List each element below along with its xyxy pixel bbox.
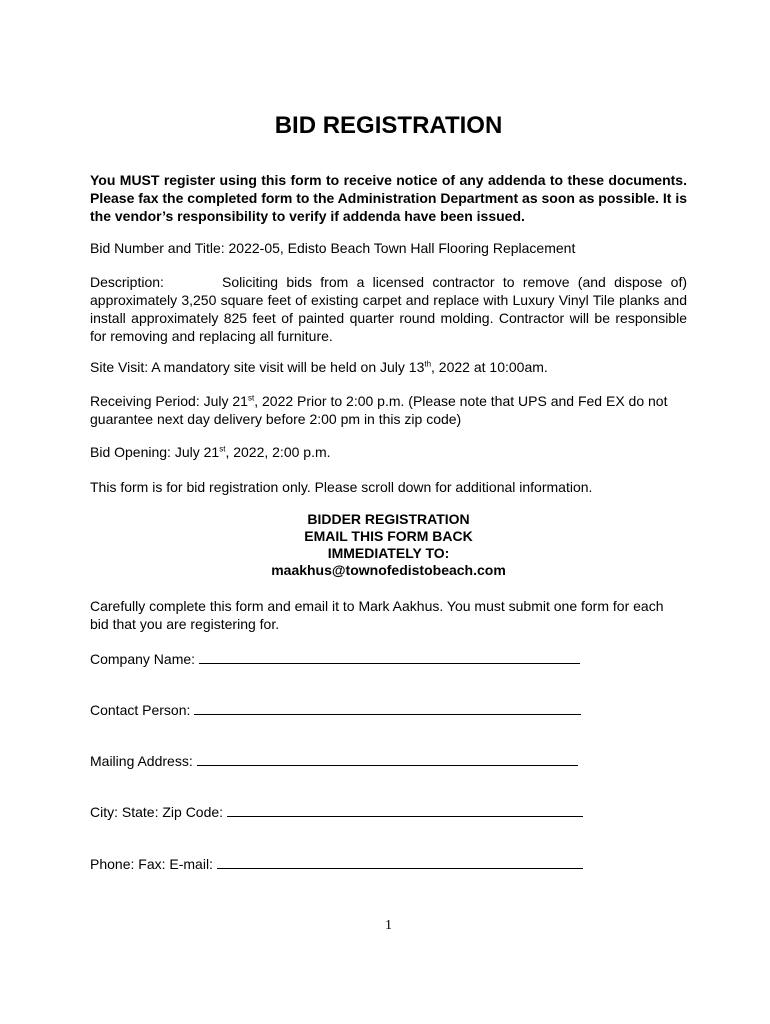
site-visit-sup: th: [424, 359, 432, 369]
company-name-input-line[interactable]: [199, 648, 580, 664]
description-text: Soliciting bids from a licensed contractor to remove (and dispose of) approximately 3,250 square feet of existing carpet and replace with Luxury Vinyl Tile planks and install approximately 825 feet of painted quarter round molding. Contractor will be responsible for removing and replacing all furniture.: [90, 274, 687, 344]
registration-heading: BIDDER REGISTRATION: [307, 511, 470, 527]
company-name-field: [90, 648, 580, 668]
description-label: Description:: [90, 274, 164, 290]
form-note: This form is for bid registration only. Please scroll down for additional information.: [90, 479, 593, 495]
phone-fax-email-input-line[interactable]: [217, 853, 583, 869]
bid-opening-text: Bid Opening: July 21: [90, 444, 220, 460]
city-state-zip-input-line[interactable]: [227, 801, 583, 817]
bid-number-title: Bid Number and Title: 2022-05, Edisto Beach Town Hall Flooring Replacement: [90, 240, 576, 256]
site-visit: [90, 358, 687, 376]
bid-opening-text-end: , 2022, 2:00 p.m.: [225, 444, 331, 460]
receiving-period-sup: st: [247, 393, 255, 403]
phone-fax-email-field: [90, 853, 583, 873]
contact-person-field: [90, 699, 581, 719]
registration-email[interactable]: maakhus@townofedistobeach.com: [271, 562, 506, 578]
site-visit-text-end: , 2022 at 10:00am.: [431, 359, 548, 375]
registration-block: [90, 511, 687, 579]
contact-person-label: Contact Person:: [90, 702, 191, 718]
contact-person-input-line[interactable]: [194, 699, 581, 715]
instructions-paragraph: Carefully complete this form and email it to Mark Aakhus. You must submit one form for each bid that you are registering for.: [90, 598, 664, 632]
mailing-address-label: Mailing Address:: [90, 753, 193, 769]
document-page: [90, 0, 687, 1024]
document-title: BID REGISTRATION: [274, 112, 503, 139]
receiving-period: [90, 392, 670, 428]
mailing-address-input-line[interactable]: [197, 750, 578, 766]
mailing-address-field: [90, 750, 578, 770]
bid-opening-sup: st: [219, 444, 226, 454]
city-state-zip-label: City: State: Zip Code:: [90, 804, 224, 820]
bid-opening: [90, 443, 687, 461]
email-instruction: EMAIL THIS FORM BACK: [304, 528, 473, 544]
city-state-zip-field: [90, 801, 583, 821]
addenda-notice: You MUST register using this form to receive notice of any addenda to these documents. Please fax the completed form to the Administration Department as soon as possible. It is the vendor’s responsibility to verify if addenda have been issued.: [90, 172, 687, 224]
page-number: 1: [385, 918, 392, 933]
receiving-period-text-end: , 2022 Prior to 2:00 p.m. (Please note that UPS and Fed EX do not guarantee next day delivery before 2:00 pm in this zip code): [90, 393, 668, 427]
company-name-label: Company Name:: [90, 651, 196, 667]
phone-fax-email-label: Phone: Fax: E-mail:: [90, 856, 213, 872]
site-visit-text: Site Visit: A mandatory site visit will be held on July 13: [90, 359, 425, 375]
description-paragraph: [90, 273, 687, 345]
receiving-period-text: Receiving Period: July 21: [90, 393, 248, 409]
immediately-to: IMMEDIATELY TO:: [327, 545, 450, 561]
